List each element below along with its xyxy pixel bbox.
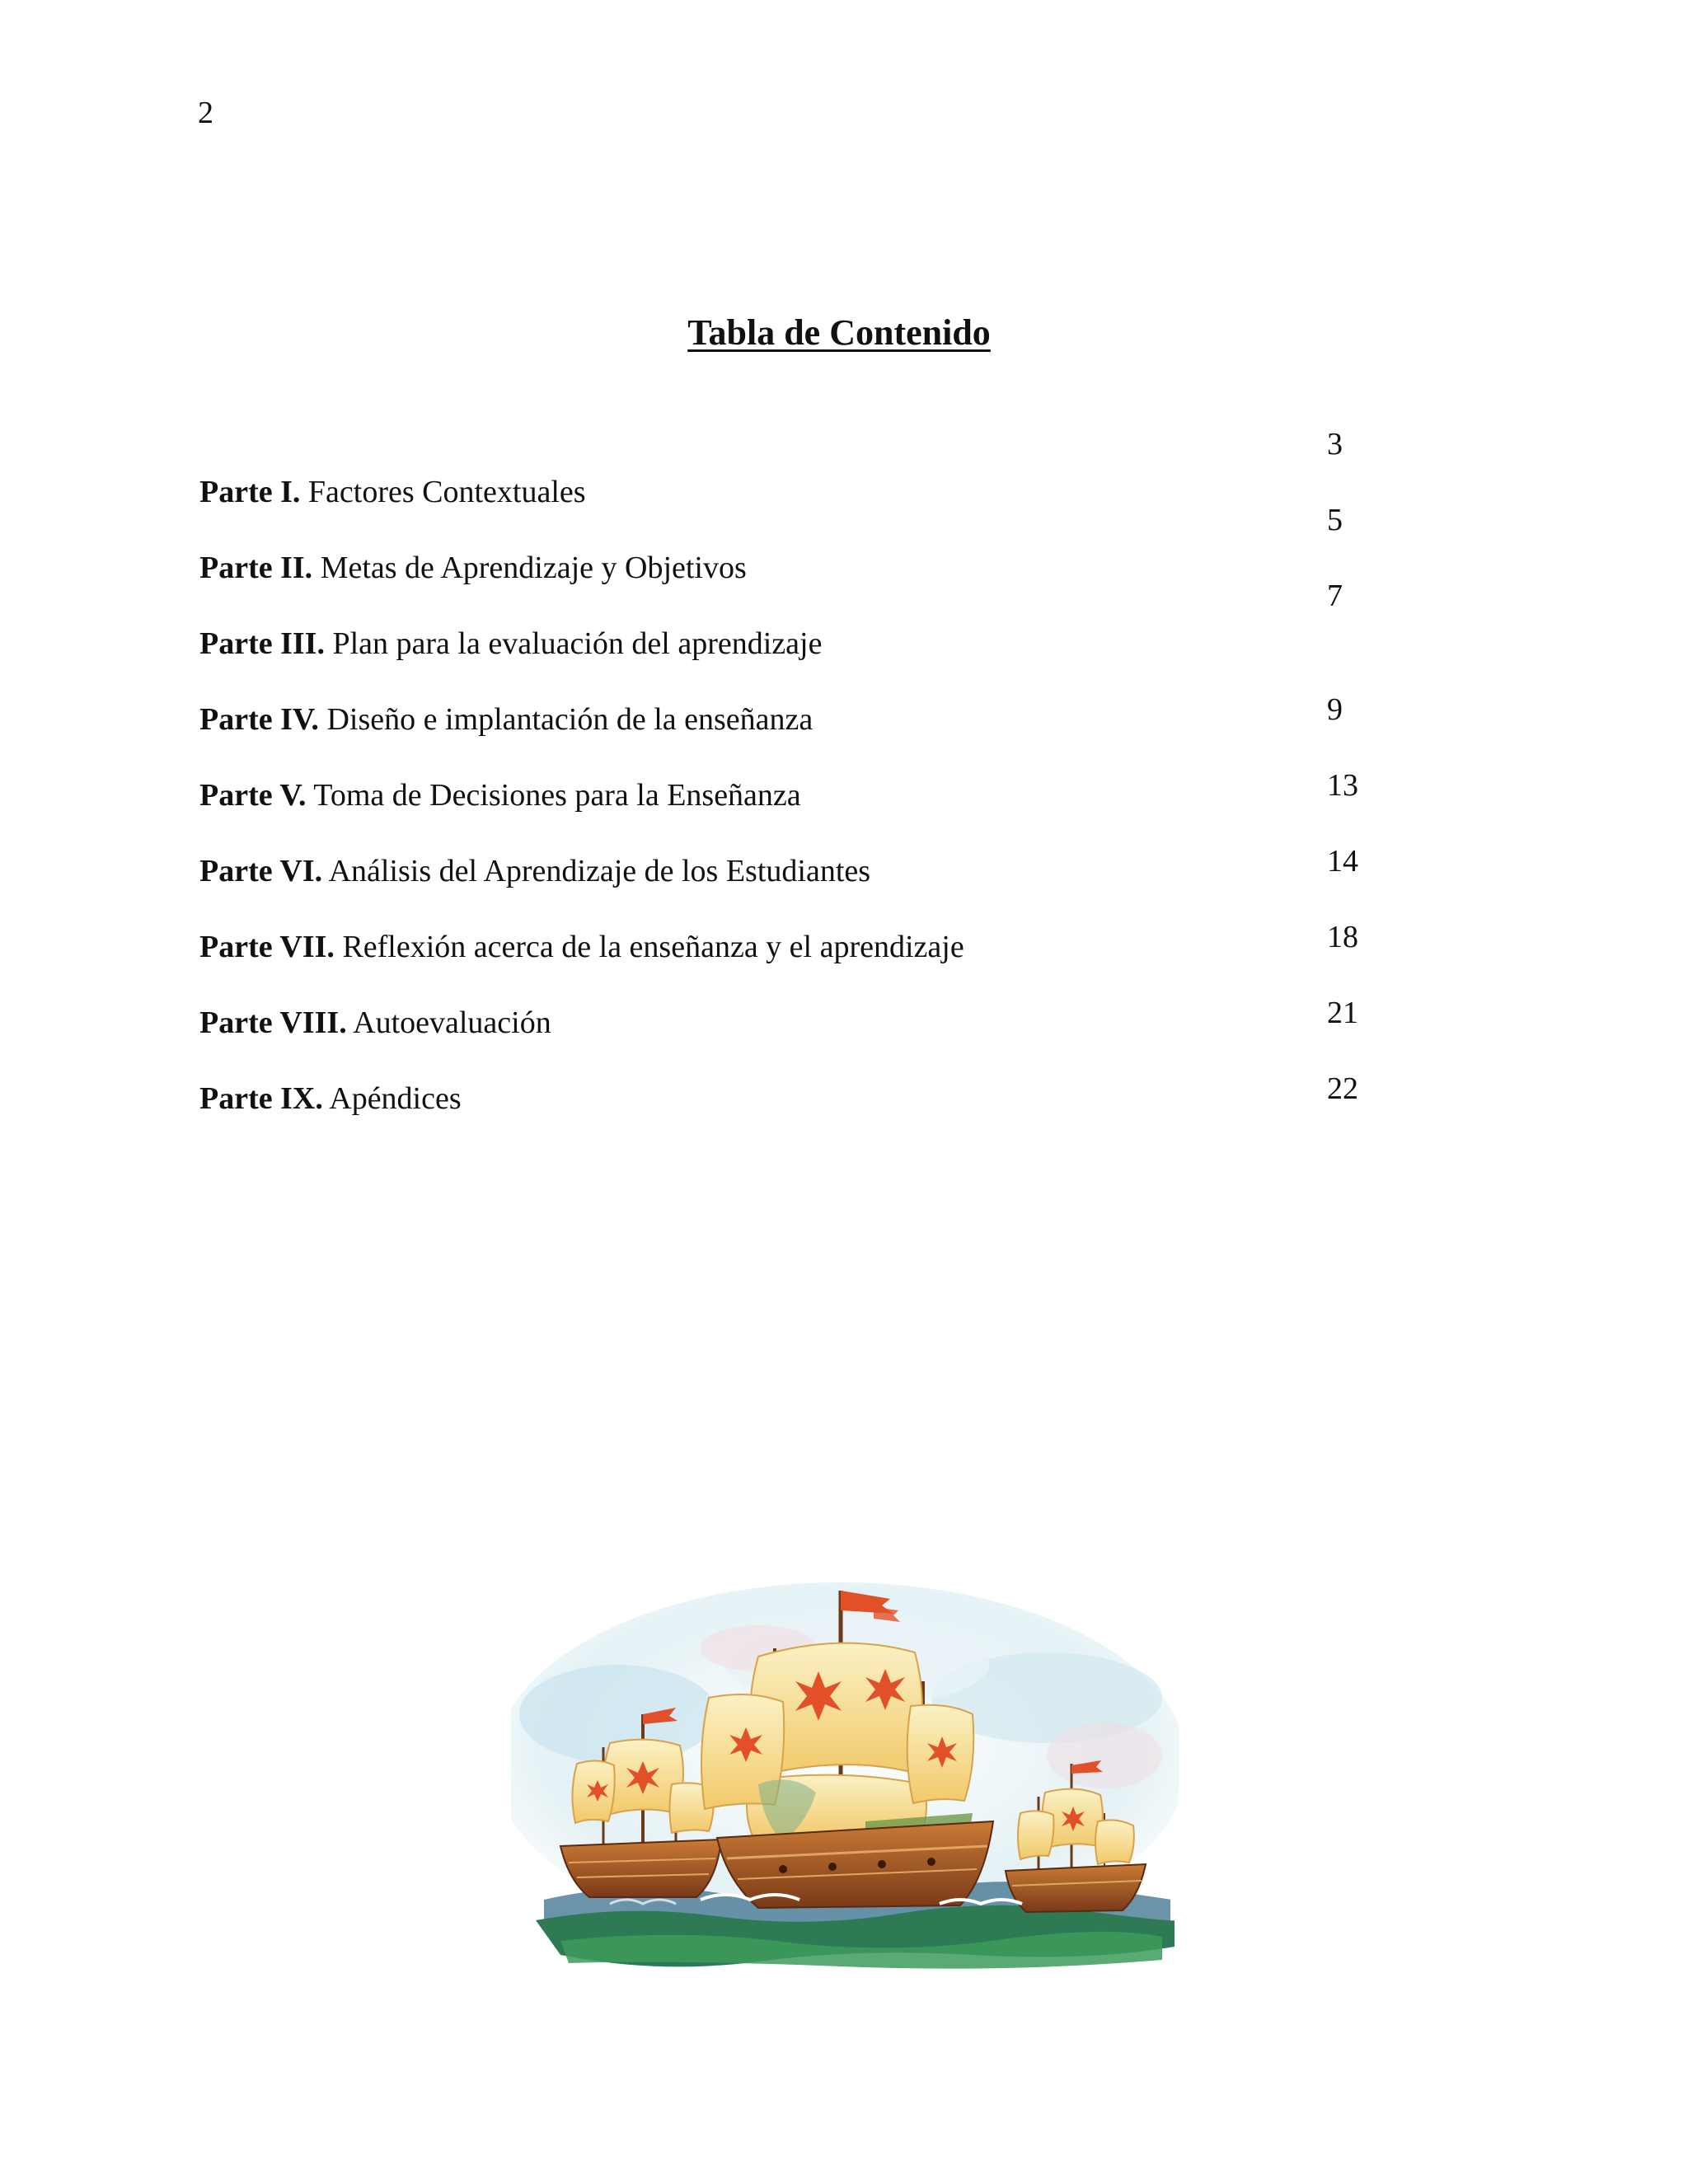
toc-entry-8	[199, 1007, 551, 1038]
toc-page-number: 18	[1327, 920, 1358, 954]
toc-entry-6	[199, 855, 870, 887]
toc-entry-title: Autoevaluación	[353, 1005, 551, 1040]
toc-entry-part: Parte VIII.	[199, 1005, 347, 1040]
toc-entry-7	[199, 931, 964, 963]
toc-page-number: 7	[1327, 579, 1343, 613]
toc-entry-2	[199, 552, 747, 583]
toc-entry-3	[199, 628, 822, 659]
caravels-illustration	[511, 1574, 1179, 1975]
toc-entry-4	[199, 704, 813, 735]
toc-entry-title: Análisis del Aprendizaje de los Estudiantes	[328, 854, 871, 888]
toc-entry-part: Parte IX.	[199, 1081, 323, 1116]
toc-entry-part: Parte III.	[199, 626, 325, 661]
toc-entry-5	[199, 780, 801, 811]
toc-entry-title: Metas de Aprendizaje y Objetivos	[320, 551, 747, 585]
toc-title: Tabla de Contenido	[687, 312, 991, 353]
toc-page-number: 21	[1327, 996, 1358, 1030]
toc-entry-part: Parte II.	[199, 551, 313, 585]
toc-page-number: 13	[1327, 768, 1358, 803]
toc-page-number: 3	[1327, 427, 1343, 462]
toc-entry-part: Parte IV.	[199, 702, 319, 737]
toc-page-number: 9	[1327, 692, 1343, 727]
toc-entry-part: Parte VII.	[199, 930, 335, 964]
toc-entry-title: Apéndices	[329, 1081, 462, 1116]
toc-entry-part: Parte VI.	[199, 854, 323, 888]
toc-entry-title: Diseño e implantación de la enseñanza	[326, 702, 814, 737]
toc-entry-title: Factores Contextuales	[307, 475, 586, 509]
toc-page-number: 22	[1327, 1071, 1358, 1106]
toc-entry-title: Toma de Decisiones para la Enseñanza	[313, 778, 801, 813]
toc-entry-part: Parte V.	[199, 778, 307, 813]
toc-page-number: 5	[1327, 503, 1343, 537]
page-number: 2	[198, 96, 213, 130]
toc-entry-title: Reflexión acerca de la enseñanza y el aprendizaje	[342, 930, 964, 964]
toc-entry-1	[199, 476, 586, 508]
toc-entry-title: Plan para la evaluación del aprendizaje	[332, 626, 823, 661]
toc-entry-9	[199, 1083, 462, 1114]
toc-page-number: 14	[1327, 844, 1358, 879]
toc-entry-part: Parte I.	[199, 475, 301, 509]
